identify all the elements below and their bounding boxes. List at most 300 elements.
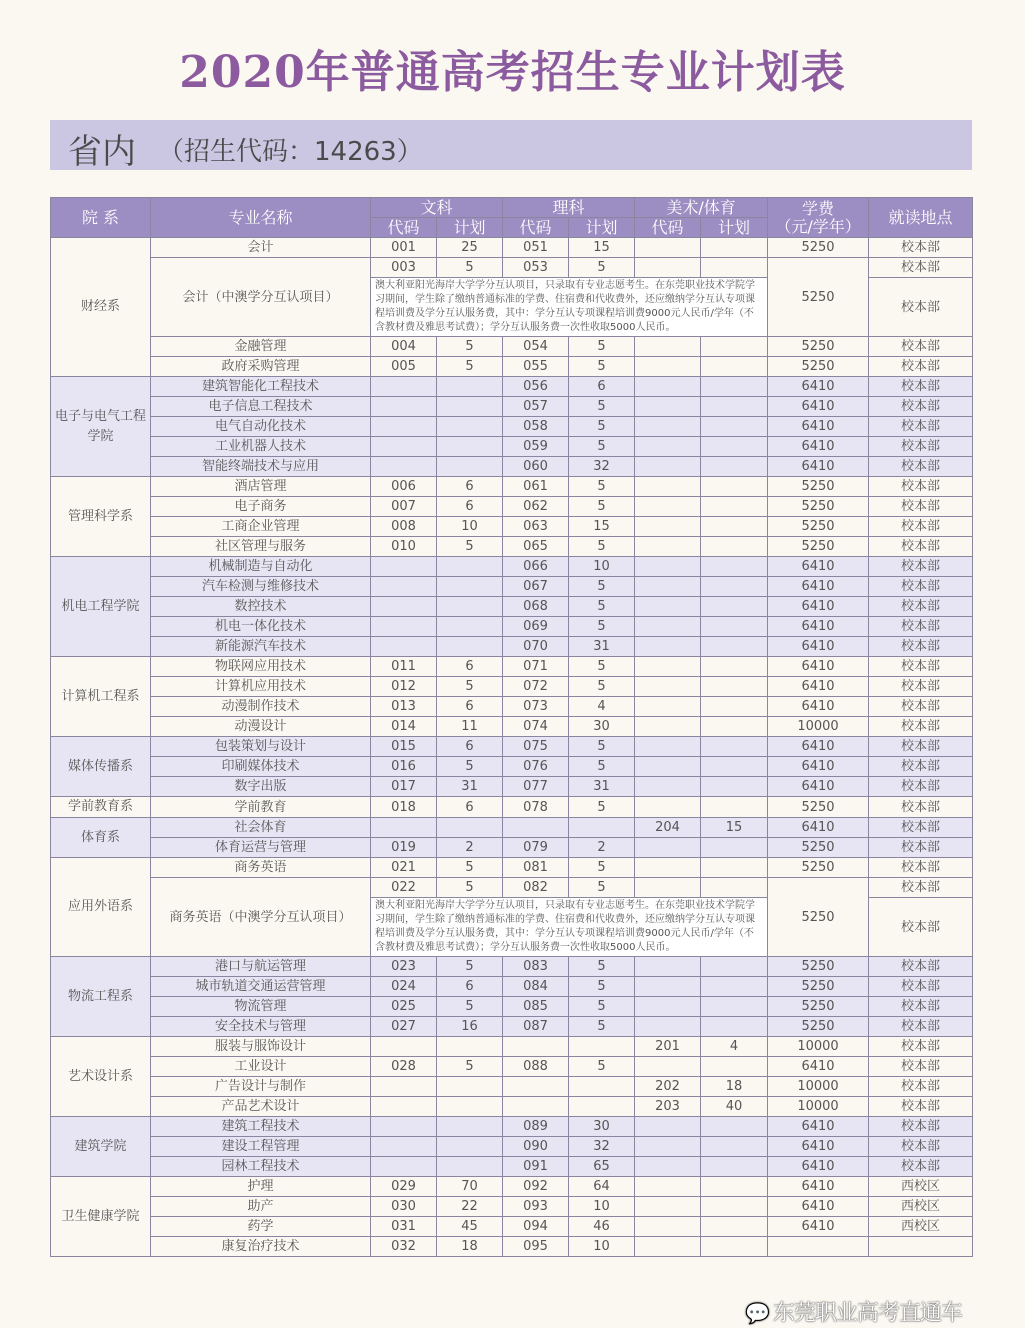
wenke-plan [437, 557, 503, 577]
major-name: 建筑工程技术 [151, 1117, 371, 1137]
art-code [635, 797, 701, 818]
like-plan: 5 [569, 957, 635, 977]
table-row [51, 1217, 973, 1237]
header-major: 专业名称 [151, 198, 371, 238]
wenke-code [371, 437, 437, 457]
wenke-code: 030 [371, 1197, 437, 1217]
art-code [635, 1057, 701, 1077]
art-code [635, 477, 701, 497]
wenke-code [371, 577, 437, 597]
like-plan: 5 [569, 357, 635, 377]
fee: 6410 [768, 1157, 869, 1177]
like-plan: 5 [569, 417, 635, 437]
art-plan [701, 1237, 768, 1257]
art-plan [701, 1217, 768, 1237]
art-code [635, 1177, 701, 1197]
wenke-code: 006 [371, 477, 437, 497]
location: 校本部 [869, 417, 973, 437]
like-code: 059 [503, 437, 569, 457]
wenke-plan: 5 [437, 878, 503, 898]
wenke-code [371, 557, 437, 577]
fee: 6410 [768, 1197, 869, 1217]
art-code [635, 777, 701, 797]
art-code [635, 858, 701, 878]
location: 校本部 [869, 577, 973, 597]
header-fee: 学费 （元/学年） [768, 198, 869, 238]
like-code: 082 [503, 878, 569, 898]
major-name: 社区管理与服务 [151, 537, 371, 557]
like-code: 075 [503, 737, 569, 757]
like-code: 066 [503, 557, 569, 577]
like-code: 083 [503, 957, 569, 977]
fee: 5250 [768, 1017, 869, 1037]
wenke-code: 013 [371, 697, 437, 717]
like-plan: 5 [569, 977, 635, 997]
major-name: 会计（中澳学分互认项目） [151, 258, 371, 337]
table-row [51, 1077, 973, 1097]
major-name: 智能终端技术与应用 [151, 457, 371, 477]
like-plan: 5 [569, 657, 635, 677]
art-plan [701, 557, 768, 577]
page-title: 2020年普通高考招生专业计划表 [179, 47, 846, 98]
like-plan: 5 [569, 997, 635, 1017]
art-plan [701, 577, 768, 597]
like-plan: 46 [569, 1217, 635, 1237]
fee: 6410 [768, 597, 869, 617]
location: 校本部 [869, 597, 973, 617]
wenke-code: 029 [371, 1177, 437, 1197]
fee: 6410 [768, 697, 869, 717]
major-name: 机械制造与自动化 [151, 557, 371, 577]
table-row [51, 258, 973, 278]
table-row [51, 797, 973, 818]
fee: 5250 [768, 957, 869, 977]
like-plan: 10 [569, 1237, 635, 1257]
major-name: 港口与航运管理 [151, 957, 371, 977]
like-plan [569, 1037, 635, 1057]
location: 校本部 [869, 717, 973, 737]
table-row [51, 838, 973, 858]
location: 校本部 [869, 337, 973, 357]
art-code [635, 697, 701, 717]
like-plan: 5 [569, 858, 635, 878]
fee: 5250 [768, 258, 869, 337]
wenke-code: 032 [371, 1237, 437, 1257]
major-name: 工商企业管理 [151, 517, 371, 537]
fee: 5250 [768, 497, 869, 517]
major-name: 广告设计与制作 [151, 1077, 371, 1097]
art-plan [701, 1057, 768, 1077]
table-row [51, 1117, 973, 1137]
table-row [51, 977, 973, 997]
wenke-plan: 16 [437, 1017, 503, 1037]
like-code: 078 [503, 797, 569, 818]
art-plan [701, 957, 768, 977]
fee: 10000 [768, 717, 869, 737]
location: 校本部 [869, 377, 973, 397]
art-code [635, 337, 701, 357]
wenke-code: 010 [371, 537, 437, 557]
art-plan [701, 1137, 768, 1157]
wenke-plan [437, 397, 503, 417]
watermark-text: 东莞职业高考直通车 [772, 1301, 962, 1326]
major-name: 电子商务 [151, 497, 371, 517]
table-row [51, 517, 973, 537]
like-code: 054 [503, 337, 569, 357]
like-code: 087 [503, 1017, 569, 1037]
wenke-code: 003 [371, 258, 437, 278]
like-code: 085 [503, 997, 569, 1017]
section-bar [50, 120, 972, 170]
art-plan [701, 397, 768, 417]
fee: 5250 [768, 878, 869, 957]
art-code [635, 417, 701, 437]
department-name: 体育系 [51, 818, 151, 858]
art-code [635, 1157, 701, 1177]
table-row [51, 997, 973, 1017]
art-code [635, 1197, 701, 1217]
table-row [51, 1057, 973, 1077]
wenke-plan: 5 [437, 258, 503, 278]
table-row [51, 657, 973, 677]
location: 校本部 [869, 878, 973, 898]
art-plan [701, 637, 768, 657]
location: 校本部 [869, 617, 973, 637]
wenke-plan: 6 [437, 737, 503, 757]
major-name: 电子信息工程技术 [151, 397, 371, 417]
like-code: 074 [503, 717, 569, 737]
fee: 6410 [768, 557, 869, 577]
fee: 5250 [768, 337, 869, 357]
like-plan: 30 [569, 1117, 635, 1137]
like-plan: 5 [569, 757, 635, 777]
like-plan: 5 [569, 737, 635, 757]
like-plan: 65 [569, 1157, 635, 1177]
art-code [635, 577, 701, 597]
art-code [635, 357, 701, 377]
major-name: 体育运营与管理 [151, 838, 371, 858]
location: 校本部 [869, 858, 973, 878]
major-name: 安全技术与管理 [151, 1017, 371, 1037]
table-row [51, 457, 973, 477]
location: 校本部 [869, 1157, 973, 1177]
fee: 10000 [768, 1077, 869, 1097]
wenke-code: 027 [371, 1017, 437, 1037]
wenke-plan: 6 [437, 977, 503, 997]
art-plan [701, 757, 768, 777]
like-code: 094 [503, 1217, 569, 1237]
art-plan [701, 697, 768, 717]
like-plan: 5 [569, 258, 635, 278]
major-name: 政府采购管理 [151, 357, 371, 377]
department-name: 学前教育系 [51, 797, 151, 818]
wenke-code [371, 377, 437, 397]
like-code: 067 [503, 577, 569, 597]
like-code: 062 [503, 497, 569, 517]
like-plan [569, 818, 635, 838]
like-plan: 32 [569, 1137, 635, 1157]
wenke-code [371, 1157, 437, 1177]
wenke-code: 015 [371, 737, 437, 757]
header-art-pe: 美术/体育 [635, 198, 768, 218]
art-plan [701, 657, 768, 677]
wenke-plan: 5 [437, 957, 503, 977]
location: 校本部 [869, 637, 973, 657]
wenke-plan [437, 597, 503, 617]
like-plan: 5 [569, 1057, 635, 1077]
wenke-plan [437, 577, 503, 597]
wenke-plan: 22 [437, 1197, 503, 1217]
like-code: 069 [503, 617, 569, 637]
region-label: 省内 [68, 132, 136, 172]
wenke-plan: 5 [437, 537, 503, 557]
location: 校本部 [869, 898, 973, 957]
location [869, 1237, 973, 1257]
header-code: 代码 [371, 218, 437, 238]
wenke-code [371, 1097, 437, 1117]
table-row [51, 417, 973, 437]
table-row [51, 1037, 973, 1057]
art-code [635, 517, 701, 537]
art-code [635, 878, 701, 898]
wenke-plan: 5 [437, 677, 503, 697]
wenke-code: 031 [371, 1217, 437, 1237]
fee: 6410 [768, 1057, 869, 1077]
location: 校本部 [869, 977, 973, 997]
program-note: 澳大利亚阳光海岸大学学分互认项目，只录取有专业志愿考生。在东莞职业技术学院学习期间，学生除了缴纳普通标准的学费、住宿费和代收费外，还应缴纳学分互认专项课程培训费及学分互认服务费，其中：学分互认专项课程培训费9000元人民币/学年（不含教材费及雅思考试费）；学分互认服务费一次性收取5000人民币。 [371, 898, 768, 957]
like-code: 092 [503, 1177, 569, 1197]
fee: 6410 [768, 377, 869, 397]
fee: 6410 [768, 757, 869, 777]
table-row [51, 437, 973, 457]
like-code [503, 1037, 569, 1057]
table-row [51, 1017, 973, 1037]
wenke-code [371, 617, 437, 637]
art-plan [701, 797, 768, 818]
table-row [51, 397, 973, 417]
enrollment-plan-table [50, 197, 973, 1257]
wenke-plan [437, 617, 503, 637]
table-row [51, 537, 973, 557]
like-plan: 5 [569, 597, 635, 617]
fee: 5250 [768, 797, 869, 818]
wenke-code: 008 [371, 517, 437, 537]
like-code [503, 818, 569, 838]
wenke-plan: 5 [437, 337, 503, 357]
table-row [51, 357, 973, 377]
major-name: 物联网应用技术 [151, 657, 371, 677]
major-name: 新能源汽车技术 [151, 637, 371, 657]
location: 西校区 [869, 1177, 973, 1197]
wenke-plan: 6 [437, 497, 503, 517]
art-code [635, 457, 701, 477]
table-row [51, 497, 973, 517]
art-code [635, 597, 701, 617]
fee: 6410 [768, 437, 869, 457]
wenke-code: 018 [371, 797, 437, 818]
like-plan: 10 [569, 1197, 635, 1217]
major-name: 印刷媒体技术 [151, 757, 371, 777]
location: 校本部 [869, 517, 973, 537]
fee: 6410 [768, 617, 869, 637]
table-row [51, 878, 973, 898]
location: 校本部 [869, 397, 973, 417]
fee: 5250 [768, 838, 869, 858]
table-row [51, 637, 973, 657]
fee: 6410 [768, 677, 869, 697]
art-code [635, 1117, 701, 1137]
major-name: 会计 [151, 238, 371, 258]
like-plan: 5 [569, 497, 635, 517]
wenke-plan: 45 [437, 1217, 503, 1237]
like-plan [569, 1077, 635, 1097]
like-plan: 5 [569, 617, 635, 637]
like-plan: 2 [569, 838, 635, 858]
art-plan [701, 1197, 768, 1217]
art-code: 201 [635, 1037, 701, 1057]
art-plan [701, 238, 768, 258]
wenke-code [371, 1037, 437, 1057]
table-row [51, 557, 973, 577]
like-code [503, 1077, 569, 1097]
major-name: 康复治疗技术 [151, 1237, 371, 1257]
like-code: 072 [503, 677, 569, 697]
fee: 6410 [768, 737, 869, 757]
fee: 6410 [768, 397, 869, 417]
wenke-code: 019 [371, 838, 437, 858]
wenke-plan: 6 [437, 477, 503, 497]
major-name: 动漫设计 [151, 717, 371, 737]
wenke-code: 011 [371, 657, 437, 677]
art-plan [701, 1017, 768, 1037]
major-name: 数控技术 [151, 597, 371, 617]
like-code: 061 [503, 477, 569, 497]
wenke-code: 007 [371, 497, 437, 517]
location: 校本部 [869, 1037, 973, 1057]
wenke-plan: 5 [437, 357, 503, 377]
art-plan [701, 777, 768, 797]
art-plan [701, 1177, 768, 1197]
like-plan: 31 [569, 637, 635, 657]
art-code [635, 238, 701, 258]
like-plan: 5 [569, 1017, 635, 1037]
location: 校本部 [869, 838, 973, 858]
like-plan: 6 [569, 377, 635, 397]
wenke-code [371, 597, 437, 617]
art-code [635, 1237, 701, 1257]
art-plan [701, 517, 768, 537]
like-code: 068 [503, 597, 569, 617]
location: 校本部 [869, 757, 973, 777]
art-code [635, 557, 701, 577]
table-row [51, 737, 973, 757]
wenke-plan [437, 1117, 503, 1137]
department-name: 应用外语系 [51, 858, 151, 957]
major-name: 园林工程技术 [151, 1157, 371, 1177]
table-row [51, 1097, 973, 1117]
art-code [635, 617, 701, 637]
art-plan [701, 537, 768, 557]
wenke-plan: 11 [437, 717, 503, 737]
wenke-plan: 18 [437, 1237, 503, 1257]
major-name: 电气自动化技术 [151, 417, 371, 437]
art-code [635, 377, 701, 397]
major-name: 服装与服饰设计 [151, 1037, 371, 1057]
wenke-plan: 25 [437, 238, 503, 258]
like-plan: 15 [569, 238, 635, 258]
like-code: 079 [503, 838, 569, 858]
fee: 5250 [768, 517, 869, 537]
wenke-code: 023 [371, 957, 437, 977]
like-code: 056 [503, 377, 569, 397]
table-row [51, 337, 973, 357]
art-code [635, 497, 701, 517]
major-name: 工业设计 [151, 1057, 371, 1077]
major-name: 助产 [151, 1197, 371, 1217]
art-code [635, 657, 701, 677]
art-plan [701, 597, 768, 617]
location: 校本部 [869, 997, 973, 1017]
wenke-plan [437, 637, 503, 657]
location: 校本部 [869, 677, 973, 697]
fee: 5250 [768, 977, 869, 997]
fee: 5250 [768, 537, 869, 557]
location: 校本部 [869, 1077, 973, 1097]
like-code: 077 [503, 777, 569, 797]
art-code: 202 [635, 1077, 701, 1097]
major-name: 汽车检测与维修技术 [151, 577, 371, 597]
table-row [51, 617, 973, 637]
table-row [51, 717, 973, 737]
wenke-code [371, 1077, 437, 1097]
fee: 6410 [768, 777, 869, 797]
art-plan [701, 1117, 768, 1137]
location: 校本部 [869, 357, 973, 377]
major-name: 物流管理 [151, 997, 371, 1017]
fee: 6410 [768, 657, 869, 677]
art-code [635, 838, 701, 858]
art-code [635, 1137, 701, 1157]
art-code [635, 957, 701, 977]
header-like: 理科 [503, 198, 635, 218]
wenke-plan: 6 [437, 797, 503, 818]
art-code: 203 [635, 1097, 701, 1117]
major-name: 学前教育 [151, 797, 371, 818]
wenke-plan [437, 818, 503, 838]
location: 校本部 [869, 1097, 973, 1117]
like-code: 060 [503, 457, 569, 477]
major-name: 建筑智能化工程技术 [151, 377, 371, 397]
art-code [635, 757, 701, 777]
art-plan: 40 [701, 1097, 768, 1117]
art-code [635, 1017, 701, 1037]
fee: 6410 [768, 637, 869, 657]
wenke-plan: 6 [437, 697, 503, 717]
art-code [635, 997, 701, 1017]
major-name: 酒店管理 [151, 477, 371, 497]
location: 校本部 [869, 777, 973, 797]
major-name: 金融管理 [151, 337, 371, 357]
enrollment-code: （招生代码：14263） [158, 137, 423, 167]
wenke-plan [437, 457, 503, 477]
fee: 5250 [768, 238, 869, 258]
like-plan: 5 [569, 537, 635, 557]
location: 校本部 [869, 818, 973, 838]
department-name: 机电工程学院 [51, 557, 151, 657]
like-code: 076 [503, 757, 569, 777]
like-code: 053 [503, 258, 569, 278]
table-row [51, 377, 973, 397]
